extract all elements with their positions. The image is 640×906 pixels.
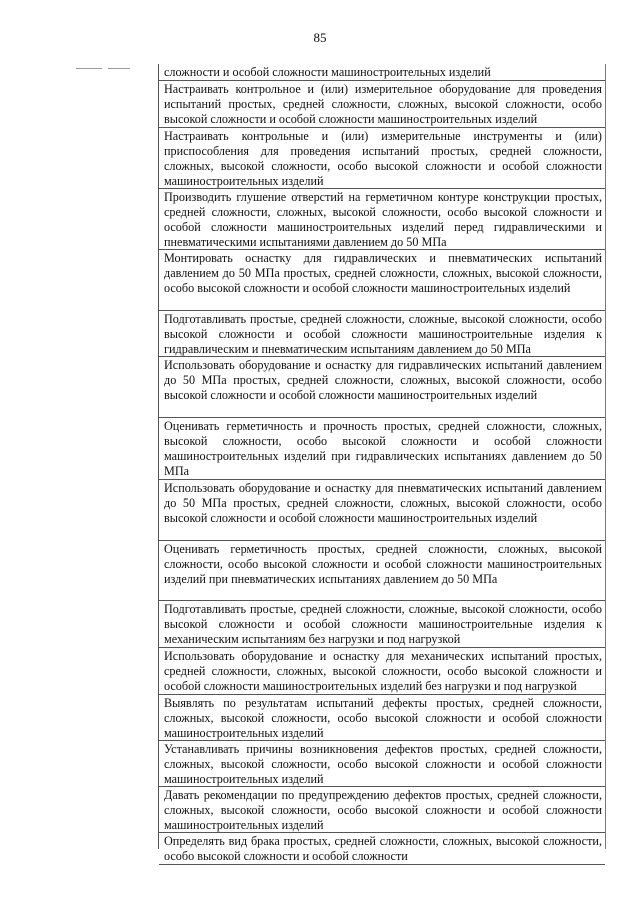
table-row: Давать рекомендации по предупреждению дефектов простых, средней сложности, сложных, высокой сложности, особо высокой сложности и особой сложности машиностроительных изделий [159,787,605,833]
table-row: Монтировать оснастку для гидравлических и пневматических испытаний давлением до 50 МПа простых, средней сложности, сложных, высокой сложности, особо высокой сложности и особой сложности машиностроительных изделий [159,250,605,311]
table-row: Настраивать контрольные и (или) измерительные инструменты и (или) приспособления для проведения испытаний простых, средней сложности, сложных, высокой сложности, особо высокой сложности и особой сложности машиностроительных изделий [159,128,605,189]
table-row: Подготавливать простые, средней сложности, сложные, высокой сложности, особо высокой сложности и особой сложности машиностроительные изделия к гидравлическим и пневматическим испытаниям давлением до 50 МПа [159,311,605,357]
table-left-column [70,64,158,849]
table-row: Определять вид брака простых, средней сложности, сложных, высокой сложности, особо высокой сложности и особой сложности [159,833,605,865]
table-row: сложности и особой сложности машиностроительных изделий [159,64,605,81]
table-row: Оценивать герметичность простых, средней сложности, сложных, высокой сложности, особо высокой сложности и особой сложности машиностроительных изделий при пневматических испытаниях давлением до 50 МПа [159,541,605,601]
table-row: Оценивать герметичность и прочность простых, средней сложности, сложных, высокой сложности, особо высокой сложности и особой сложности машиностроительных изделий при гидравлических испытаниях давлением до 50 МПа [159,418,605,480]
table-row: Выявлять по результатам испытаний дефекты простых, средней сложности, сложных, высокой сложности, особо высокой сложности и особой сложности машиностроительных изделий [159,695,605,741]
skills-table [70,64,606,863]
scan-line [108,68,130,69]
table-row: Использовать оборудование и оснастку для гидравлических испытаний давлением до 50 МПа простых, средней сложности, сложных, высокой сложности, особо высокой сложности и особой сложности машиностроительных изделий [159,357,605,418]
table-row: Настраивать контрольное и (или) измерительное оборудование для проведения испытаний простых, средней сложности, сложных, высокой сложности, особо высокой сложности и особой сложности машиностроительных изделий [159,81,605,128]
table-row: Производить глушение отверстий на герметичном контуре конструкции простых, средней сложности, сложных, высокой сложности, особо высокой сложности и особой сложности машиностроительных изделий перед гидравлическими и пневматическими испытаниями давлением до 50 МПа [159,189,605,250]
table-row: Использовать оборудование и оснастку для механических испытаний простых, средней сложности, сложных, высокой сложности, особо высокой сложности и особой сложности машиностроительных изделий без нагрузки и под нагрузкой [159,648,605,695]
page-number: 85 [313,30,327,45]
table-row: Использовать оборудование и оснастку для пневматических испытаний давлением до 50 МПа простых, средней сложности, сложных, высокой сложности, особо высокой сложности и особой сложности машиностроительных изделий [159,480,605,541]
table-row: Устанавливать причины возникновения дефектов простых, средней сложности, сложных, высокой сложности, особо высокой сложности и особой сложности машиностроительных изделий [159,741,605,787]
table-right-column [158,64,606,863]
scan-line [76,68,102,69]
table-row: Подготавливать простые, средней сложности, сложные, высокой сложности, особо высокой сложности и особой сложности машиностроительные изделия к механическим испытаниям без нагрузки и под нагрузкой [159,601,605,648]
